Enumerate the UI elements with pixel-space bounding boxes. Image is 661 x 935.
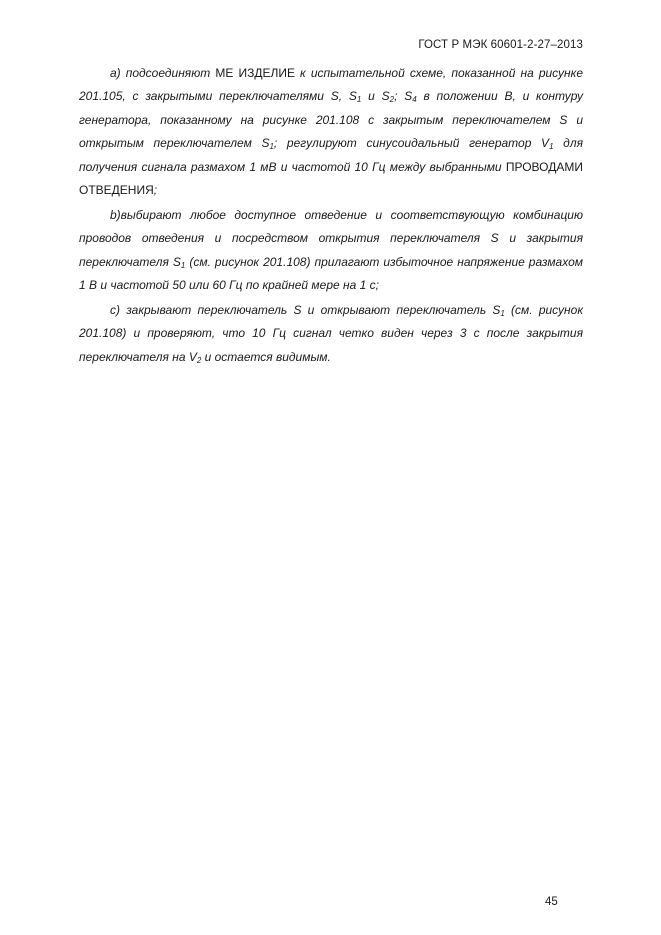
document-body xyxy=(79,62,583,371)
paragraph-c-text-3: и остается видимым. xyxy=(201,349,331,364)
paragraph-a-text-7: для получения сигнала размахом 1 мВ и частотой 10 Гц между выбранными xyxy=(79,136,583,174)
list-marker-c: c) xyxy=(110,303,120,318)
paragraph-b-text-1: выбирают любое доступное отведение и соответствующую комбинацию проводов отведения и посредством открытия переключателя S и закрытия переключателя S xyxy=(79,207,583,269)
subscript: 1 xyxy=(356,95,362,105)
paragraph-b xyxy=(79,204,583,298)
paragraph-a-text-1: подсоединяют xyxy=(120,66,216,80)
paragraph-a-text-5: в положении B, и контуру генератора, показанному на рисунке 201.108 с закрытым переключателем S и открытым переключателем S xyxy=(79,89,584,151)
page-number: 45 xyxy=(545,896,558,908)
list-marker-a: a) xyxy=(110,66,121,80)
subscript: 2 xyxy=(196,355,202,365)
subscript: 4 xyxy=(412,95,417,105)
paragraph-c-text-2: (см. рисунок 201.108) и проверяют, что 10 Гц сигнал четко виден через 3 с после закрытия переключателя на V xyxy=(79,303,583,364)
paragraph-a-text-4: ; S xyxy=(394,89,413,104)
term-me-device: МЕ ИЗДЕЛИЕ xyxy=(215,66,295,80)
subscript: 1 xyxy=(500,309,505,319)
paragraph-a-text-6: ; регулируют синусоидальный генератор V xyxy=(273,136,550,151)
subscript: 2 xyxy=(389,95,395,105)
paragraph-c xyxy=(79,299,583,369)
subscript: 1 xyxy=(269,142,274,152)
term-lead-wires: ПРОВОДАМИ ОТВЕДЕНИЯ xyxy=(79,159,583,198)
paragraph-a-text-8: ; xyxy=(153,183,158,198)
paragraph-c-text-1: закрывают переключатель S и открывают переключатель S xyxy=(120,303,501,318)
paragraph-a xyxy=(79,62,583,202)
list-marker-b: b) xyxy=(110,207,121,222)
paragraph-b-text-2: (см. рисунок 201.108) прилагают избыточное напряжение размахом 1 В и частотой 50 или 60 Гц по крайней мере на 1 с; xyxy=(79,254,583,293)
paragraph-a-text-3: и S xyxy=(361,89,390,104)
subscript: 1 xyxy=(180,260,186,270)
paragraph-a-text-2: к испытательной схеме, показанной на рисунке 201.105, с закрытыми переключателями S, S xyxy=(79,66,583,104)
standard-code-header: ГОСТ Р МЭК 60601-2-27–2013 xyxy=(418,39,583,51)
subscript: 1 xyxy=(549,142,554,152)
